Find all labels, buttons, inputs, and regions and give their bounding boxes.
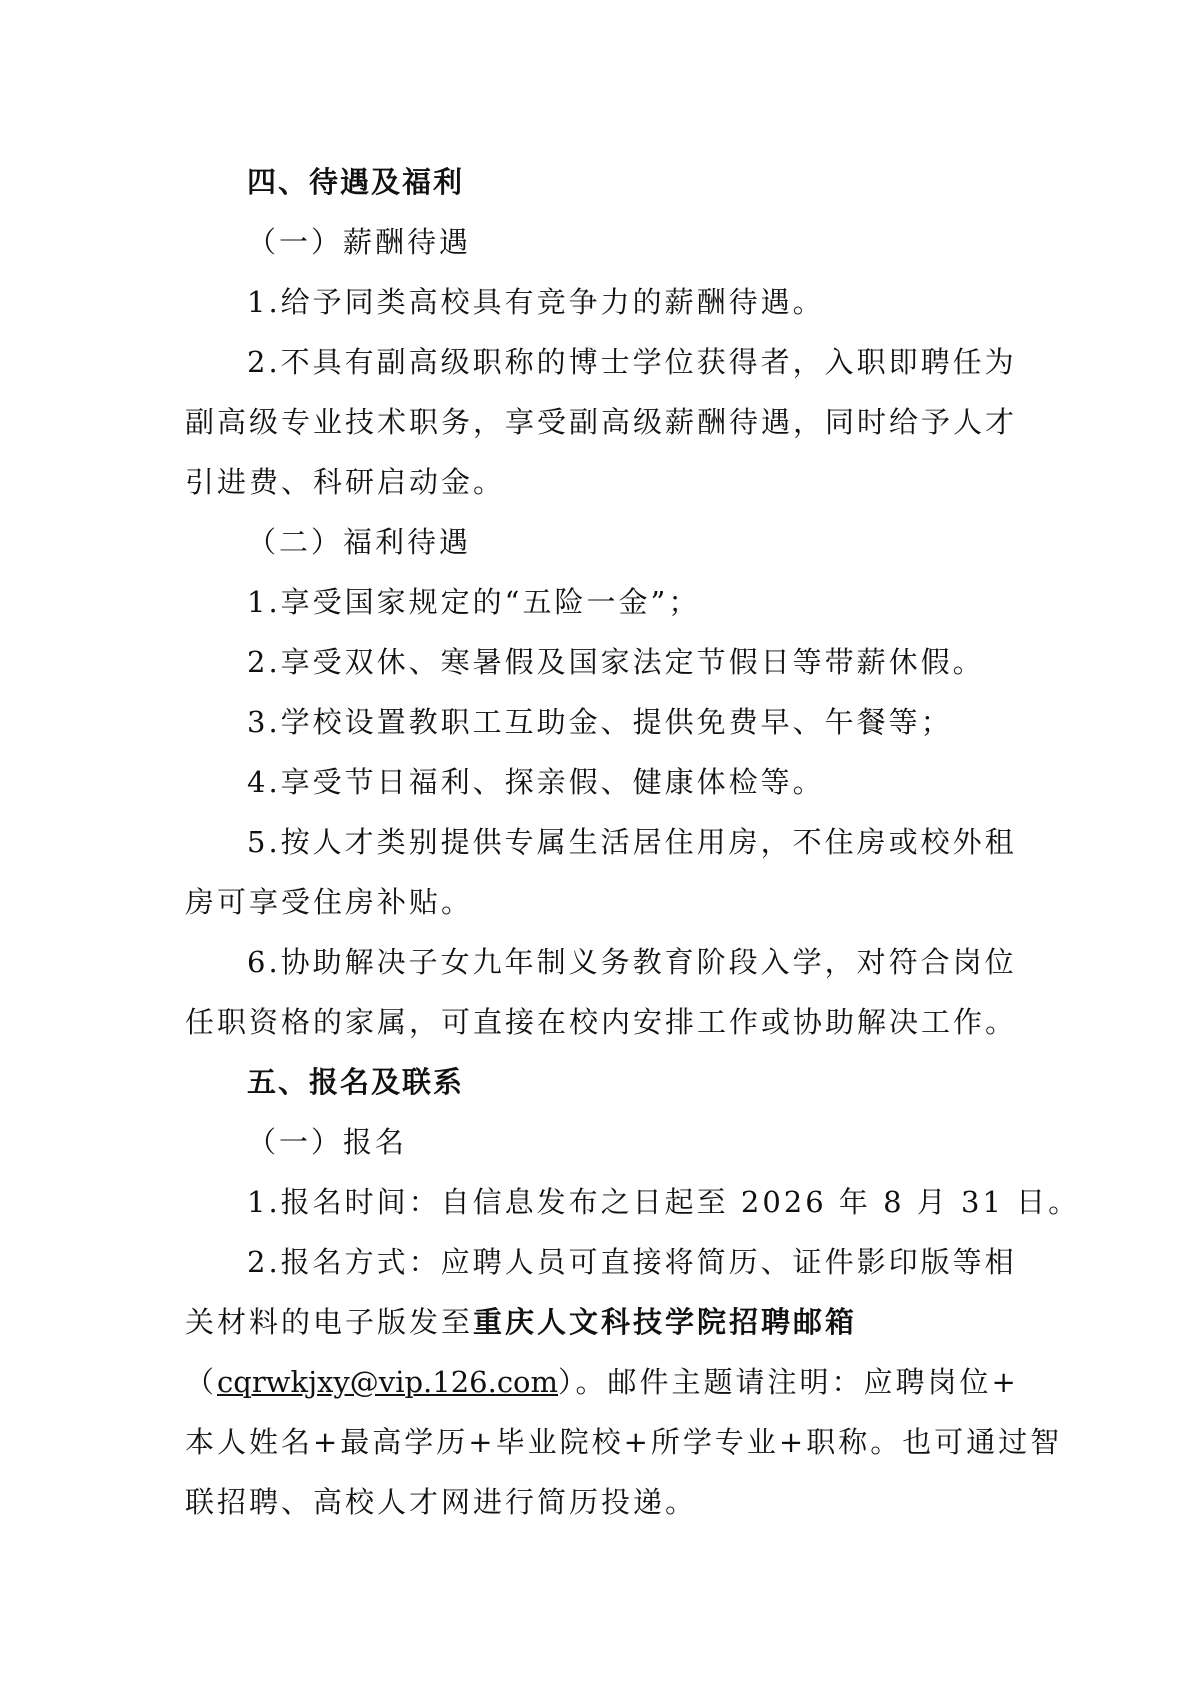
paragraph-welfare-4: 4.享受节日福利、探亲假、健康体检等。: [247, 765, 825, 799]
paragraph-signup-method-line-2: [185, 1292, 1015, 1352]
section-heading-benefits: 四、待遇及福利: [247, 165, 465, 199]
paragraph-salary-1: 1.给予同类高校具有竞争力的薪酬待遇。: [247, 285, 825, 319]
recruitment-mailbox-label: 重庆人文科技学院招聘邮箱: [473, 1305, 858, 1339]
paragraph-salary-2-line-1: 2.不具有副高级职称的博士学位获得者，入职即聘任为: [247, 345, 1017, 379]
email-link[interactable]: cqrwkjxy@vip.126.com: [217, 1365, 559, 1399]
paragraph-signup-method-line-4: 本人姓名+最高学历+毕业院校+所学专业+职称。也可通过智: [185, 1425, 1063, 1459]
paragraph-salary-2-line-2: 副高级专业技术职务，享受副高级薪酬待遇，同时给予人才: [185, 405, 1018, 439]
paragraph-signup-method-line-3: [185, 1352, 1019, 1412]
open-paren: （: [185, 1365, 218, 1399]
paragraph-welfare-1: 1.享受国家规定的“五险一金”；: [247, 585, 701, 619]
subheading-signup: （一）报名: [247, 1125, 408, 1159]
paragraph-signup-method-line-5: 联招聘、高校人才网进行简历投递。: [185, 1485, 698, 1519]
email-subject-instructions: ）。邮件主题请注明：应聘岗位+: [558, 1365, 1019, 1399]
paragraph-welfare-5-line-2: 房可享受住房补贴。: [185, 885, 474, 919]
paragraph-welfare-2: 2.享受双休、寒暑假及国家法定节假日等带薪休假。: [247, 645, 985, 679]
paragraph-signup-method-line-1: 2.报名方式：应聘人员可直接将简历、证件影印版等相: [247, 1245, 1017, 1279]
paragraph-welfare-3: 3.学校设置教职工互助金、提供免费早、午餐等；: [247, 705, 953, 739]
section-heading-signup: 五、报名及联系: [247, 1065, 465, 1099]
paragraph-welfare-6-line-2: 任职资格的家属，可直接在校内安排工作或协助解决工作。: [185, 1005, 1018, 1039]
paragraph-welfare-5-line-1: 5.按人才类别提供专属生活居住用房，不住房或校外租: [247, 825, 1017, 859]
paragraph-salary-2-line-3: 引进费、科研启动金。: [185, 465, 506, 499]
paragraph-signup-time: 1.报名时间：自信息发布之日起至 2026 年 8 月 31 日。: [247, 1185, 1081, 1219]
signup-method-text: 关材料的电子版发至: [185, 1305, 474, 1339]
paragraph-welfare-6-line-1: 6.协助解决子女九年制义务教育阶段入学，对符合岗位: [247, 945, 1017, 979]
document-body: [185, 152, 1081, 1532]
subheading-welfare: （二）福利待遇: [247, 525, 472, 559]
subheading-salary: （一）薪酬待遇: [247, 225, 472, 259]
